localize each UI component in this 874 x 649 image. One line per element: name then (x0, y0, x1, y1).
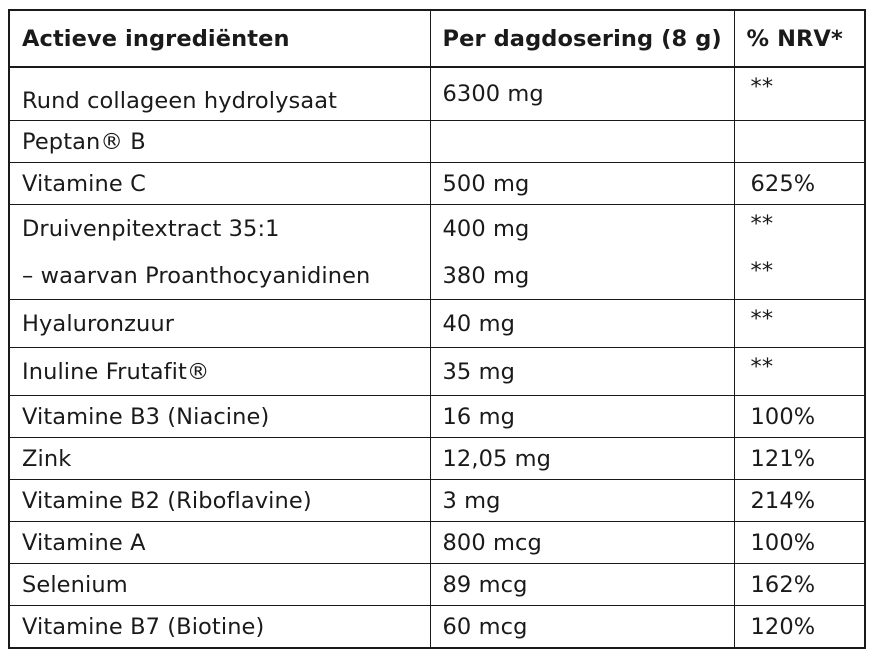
nrv-cell: 162% (734, 564, 865, 606)
dose-cell: 16 mg (430, 396, 734, 438)
ingredient-cell: Rund collageen hydrolysaat (9, 67, 430, 121)
nrv-cell (734, 121, 865, 163)
table-row (9, 252, 865, 300)
table-row (9, 438, 865, 480)
ingredient-cell: Hyaluronzuur (9, 300, 430, 348)
dose-cell: 6300 mg (430, 67, 734, 121)
nrv-cell: ** (734, 205, 865, 253)
table-row (9, 121, 865, 163)
nrv-cell: 100% (734, 522, 865, 564)
nutrition-table-container (8, 9, 864, 640)
nrv-cell: ** (734, 252, 865, 300)
table-row (9, 606, 865, 649)
nrv-cell: 625% (734, 163, 865, 205)
ingredient-cell: Vitamine B7 (Biotine) (9, 606, 430, 649)
table-row (9, 396, 865, 438)
dose-cell: 400 mg (430, 205, 734, 253)
table-row (9, 163, 865, 205)
ingredient-cell: Vitamine C (9, 163, 430, 205)
table-row (9, 564, 865, 606)
nrv-cell: 120% (734, 606, 865, 649)
ingredient-cell: Selenium (9, 564, 430, 606)
header-dose: Per dagdosering (8 g) (430, 10, 734, 67)
table-row (9, 480, 865, 522)
table-row (9, 522, 865, 564)
nrv-cell: 100% (734, 396, 865, 438)
table-row (9, 205, 865, 253)
dose-cell: 35 mg (430, 348, 734, 396)
ingredient-cell: Vitamine A (9, 522, 430, 564)
dose-cell: 60 mcg (430, 606, 734, 649)
dose-cell: 3 mg (430, 480, 734, 522)
ingredient-cell: Druivenpitextract 35:1 (9, 205, 430, 253)
table-row (9, 348, 865, 396)
ingredient-cell: Vitamine B2 (Riboflavine) (9, 480, 430, 522)
ingredient-cell: Inuline Frutafit® (9, 348, 430, 396)
dose-cell: 380 mg (430, 252, 734, 300)
dose-cell (430, 121, 734, 163)
dose-cell: 500 mg (430, 163, 734, 205)
nrv-cell: ** (734, 67, 865, 121)
dose-cell: 800 mcg (430, 522, 734, 564)
dose-cell: 40 mg (430, 300, 734, 348)
dose-cell: 89 mcg (430, 564, 734, 606)
dose-cell: 12,05 mg (430, 438, 734, 480)
nrv-cell: 214% (734, 480, 865, 522)
header-nrv: % NRV* (734, 10, 865, 67)
nrv-cell: 121% (734, 438, 865, 480)
ingredient-cell: Vitamine B3 (Niacine) (9, 396, 430, 438)
nrv-cell: ** (734, 348, 865, 396)
table-header-row (9, 10, 865, 67)
table-row (9, 67, 865, 121)
table-row (9, 300, 865, 348)
nrv-cell: ** (734, 300, 865, 348)
ingredients-table (8, 9, 866, 649)
ingredient-cell: Peptan® B (9, 121, 430, 163)
ingredient-cell: – waarvan Proanthocyanidinen (9, 252, 430, 300)
ingredient-cell: Zink (9, 438, 430, 480)
header-ingredient: Actieve ingrediënten (9, 10, 430, 67)
